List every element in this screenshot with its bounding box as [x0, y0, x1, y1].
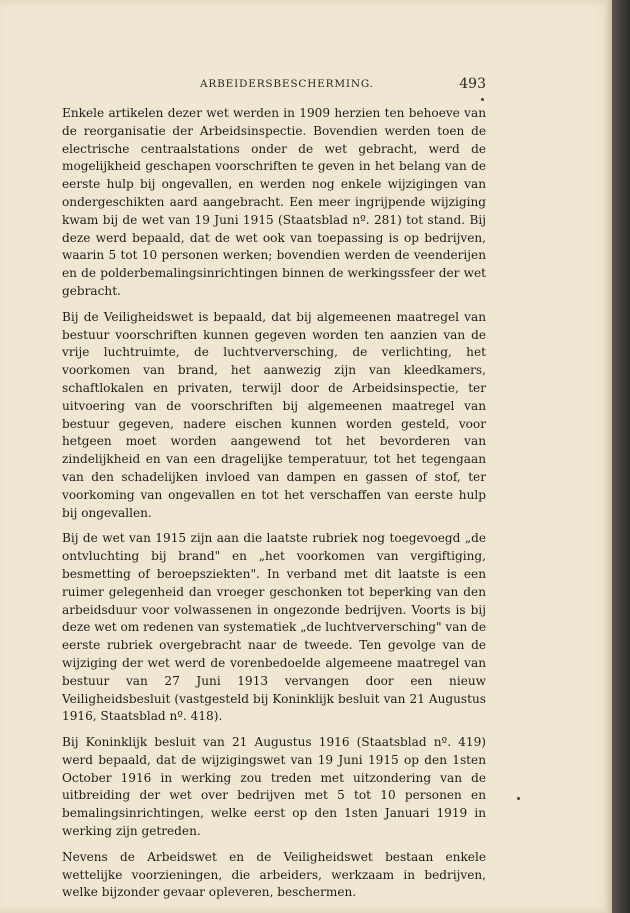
ink-speck: [481, 98, 484, 101]
paragraph: Nevens de Arbeidswet en de Veiligheidswet bestaan enkele wettelijke voorzieningen, die arbeiders, werkzaam in bedrijven, welke bijzonder gevaar opleveren, beschermen.: [62, 849, 486, 900]
running-title: ARBEIDERSBESCHERMING.: [200, 78, 374, 90]
page-number: 493: [459, 76, 486, 92]
scan-background-edge: [612, 0, 630, 913]
page-edge: [605, 0, 612, 913]
paragraph: Enkele artikelen dezer wet werden in 1909 herzien ten behoeve van de reorganisatie der Arbeidsinspectie. Bovendien werden toen de electrische centraalstations onder de wet gebracht, werd de mogelijkheid geschapen voorschriften te geven in het belang van de eerste hulp bij ongevallen, en werden nog enkele wijzigingen van ondergeschikten aard aangebracht. Een meer ingrijpende wijziging kwam bij de wet van 19 Juni 1915 (Staatsblad nº. 281) tot stand. Bij deze werd bepaald, dat de wet ook van toepassing is op bedrijven, waarin 5 tot 10 personen werken; bovendien werden de veenderijen en de polderbemalingsinrichtingen binnen de werkingssfeer der wet gebracht.: [62, 106, 486, 298]
running-header: [62, 76, 486, 96]
paragraph: Bij de Veiligheidswet is bepaald, dat bij algemeenen maatregel van bestuur voorschriften kunnen gegeven worden ten aanzien van de vrije luchtruimte, de luchtverversching, de verlichting, het voorkomen van brand, het aanwezig zijn van kleedkamers, schaftlokalen en privaten, terwijl door de Arbeidsinspectie, ter uitvoering van de voorschriften bij algemeenen maatregel van bestuur gegeven, nadere eischen kunnen worden gesteld, voor hetgeen moet worden aangewend tot het bevorderen van zindelijkheid en van een dragelijke temperatuur, tot het tegengaan van den schadelijken invloed van dampen en gassen of stof, ter voorkoming van ongevallen en tot het verschaffen van eerste hulp bij ongevallen.: [62, 309, 486, 520]
body-text: [62, 105, 486, 902]
paragraph: Bij de wet van 1915 zijn aan die laatste rubriek nog toegevoegd „de ontvluchting bij brand" en „het voorkomen van vergiftiging, besmetting of beroepsziekten". In verband met dit laatste is een ruimer gelegenheid dan vroeger geschonken tot beperking van den arbeidsduur voor volwassenen in ongezonde bedrijven. Voorts is bij deze wet om redenen van systematiek „de luchtverversching" van de eerste rubriek overgebracht naar de tweede. Ten gevolge van de wijziging der wet werd de vorenbedoelde algemeene maatregel van bestuur van 27 Juni 1913 vervangen door een nieuw Veiligheidsbesluit (vastgesteld bij Koninklijk besluit van 21 Augustus 1916, Staatsblad nº. 418).: [62, 531, 486, 724]
paragraph: Bij Koninklijk besluit van 21 Augustus 1916 (Staatsblad nº. 419) werd bepaald, dat de wijzigingswet van 19 Juni 1915 op den 1sten October 1916 in werking zou treden met uitzondering van de uitbreiding der wet over bedrijven met 5 tot 10 personen en bemalingsinrichtingen, welke eerst op den 1sten Januari 1919 in werking zijn getreden.: [62, 735, 486, 839]
ink-speck: [517, 797, 520, 800]
